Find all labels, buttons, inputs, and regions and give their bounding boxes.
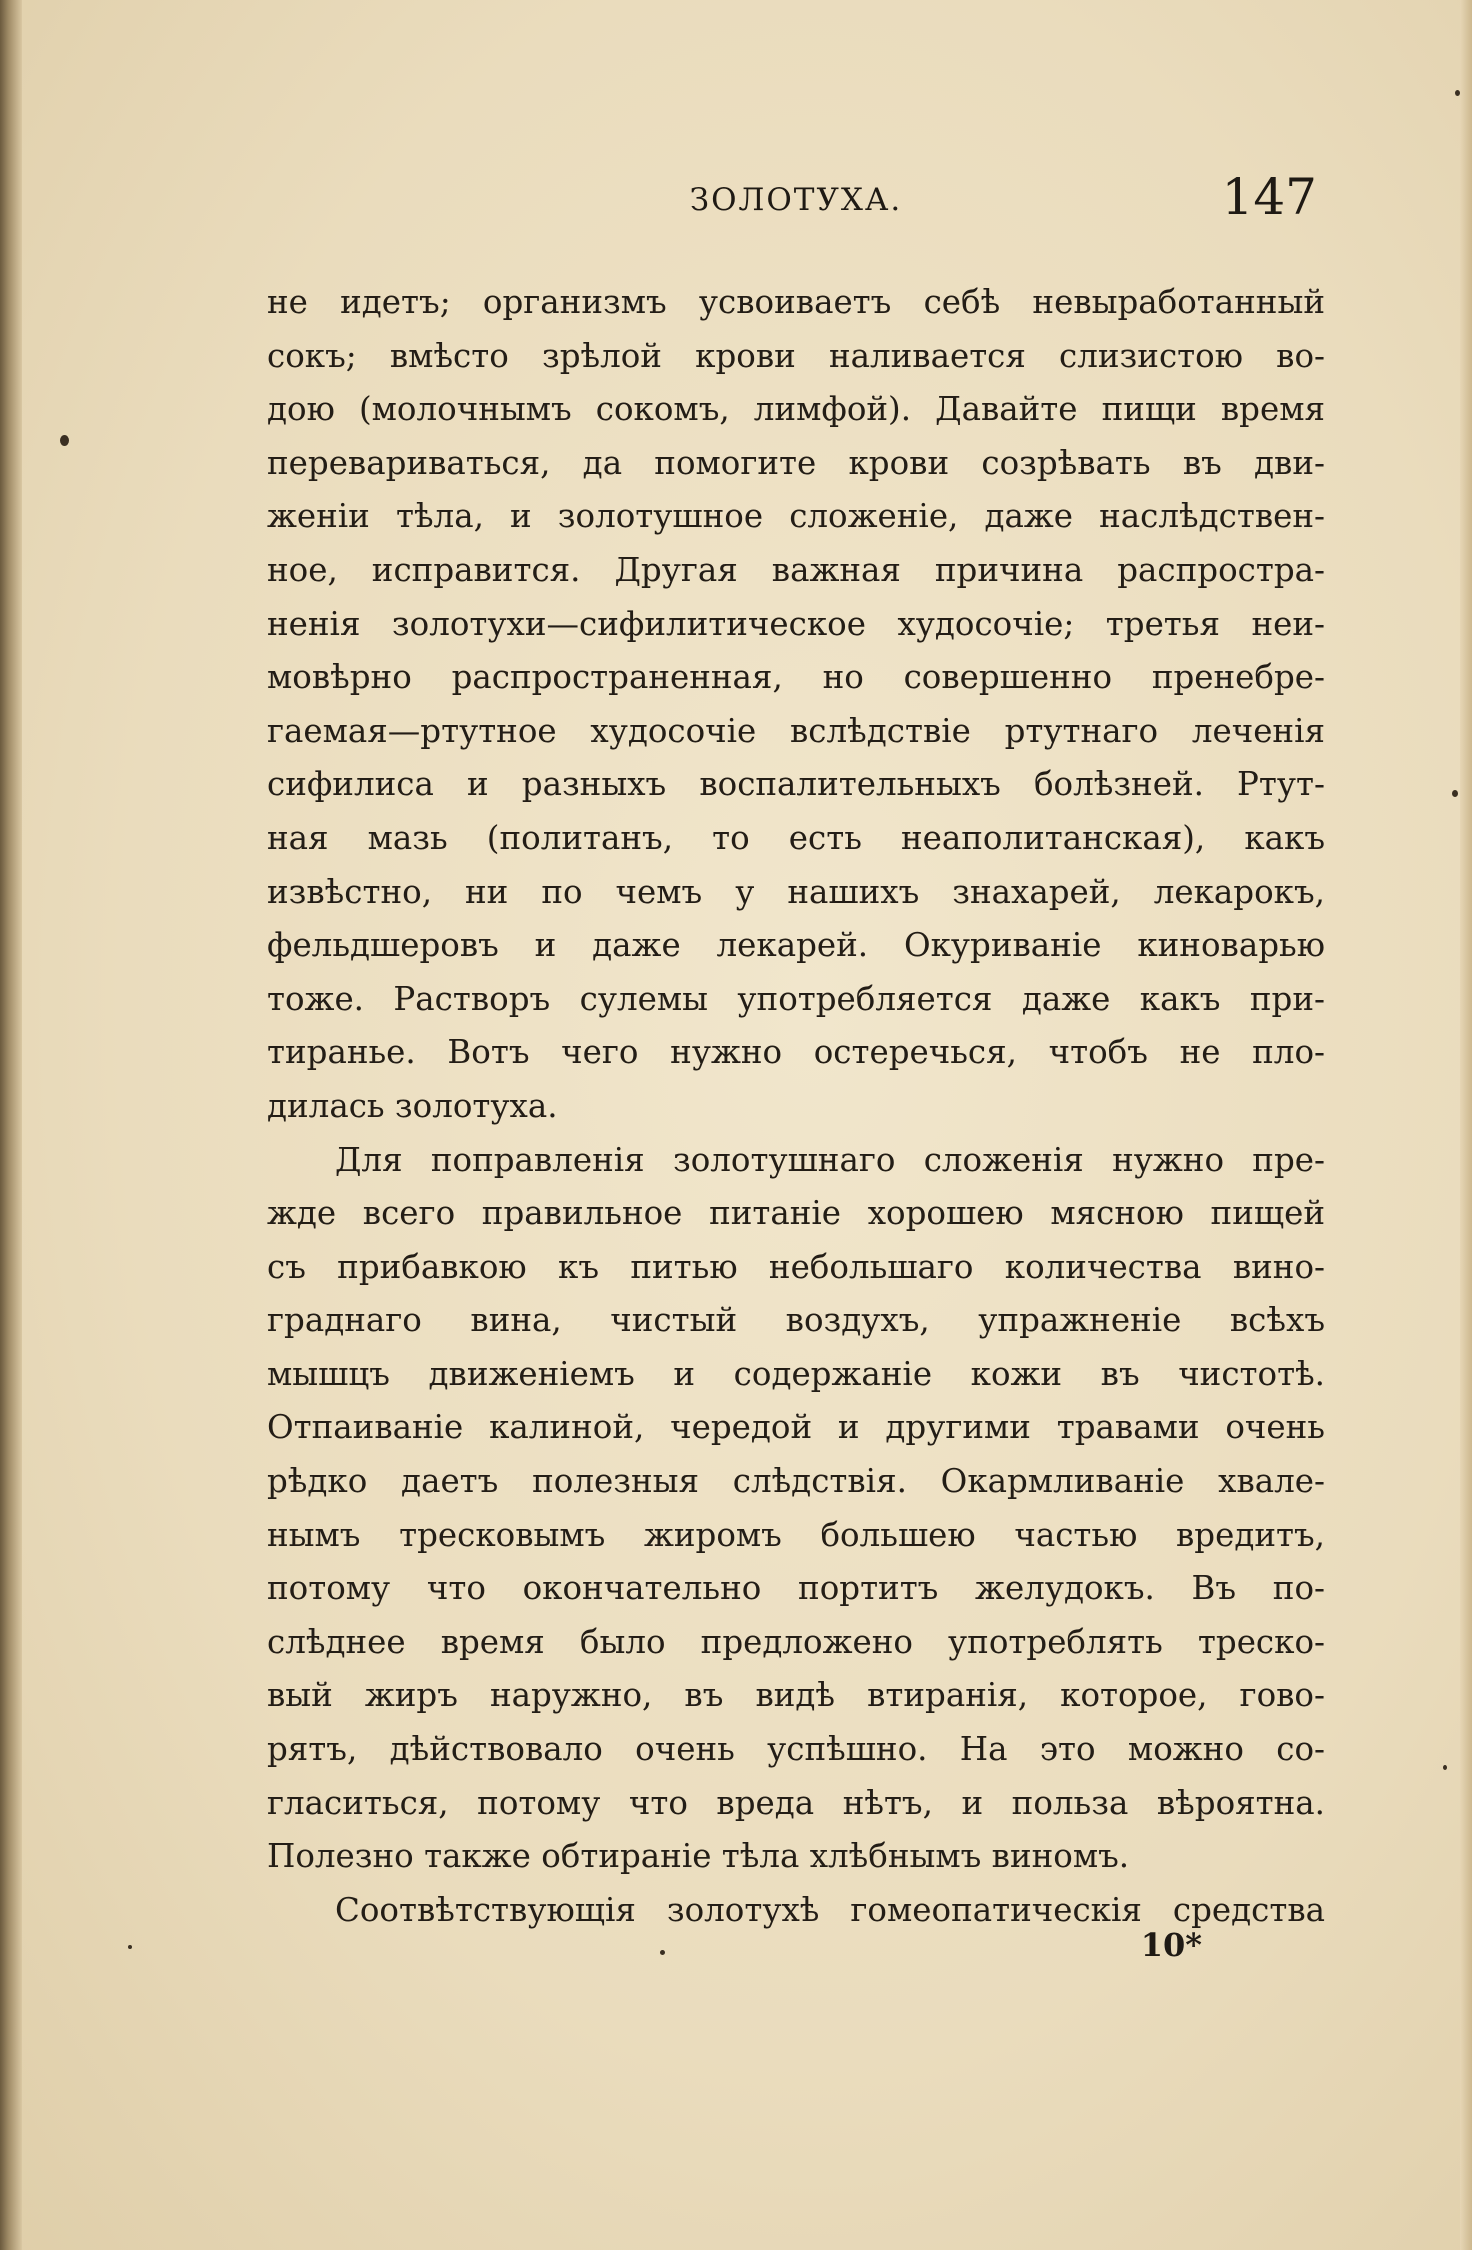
text-line: дилась золотуха. [267, 1086, 558, 1125]
text-line: рѣдко даетъ полезныя слѣдствія. Окармливаніе хвале- [267, 1462, 1325, 1501]
ink-speck [60, 435, 69, 446]
text-line: мовѣрно распространенная, но совершенно пренебре- [267, 658, 1325, 697]
text-line: съ прибавкою къ питью небольшаго количества вино- [267, 1247, 1325, 1286]
text-line: вый жиръ наружно, въ видѣ втиранія, которое, гово- [267, 1676, 1325, 1715]
page-gutter-shadow [0, 0, 22, 2250]
text-line: Отпаиваніе калиной, чередой и другими травами очень [267, 1408, 1325, 1447]
text-line: граднаго вина, чистый воздухъ, упражненіе всѣхъ [267, 1301, 1325, 1340]
text-line: фельдшеровъ и даже лекарей. Окуриваніе киноварью [267, 926, 1325, 965]
running-header [267, 168, 1325, 228]
ink-speck [660, 1950, 665, 1955]
paragraph [267, 276, 1325, 1134]
ink-speck [1455, 90, 1460, 96]
text-line: женіи тѣла, и золотушное сложеніе, даже наслѣдствен- [267, 497, 1325, 536]
running-title: ЗОЛОТУХА. [689, 182, 903, 218]
text-line: Для поправленія золотушнаго сложенія нужно пре- [335, 1140, 1325, 1179]
text-line: извѣстно, ни по чемъ у нашихъ знахарей, лекарокъ, [267, 872, 1325, 911]
text-line: жде всего правильное питаніе хорошею мясною пищей [267, 1194, 1325, 1233]
text-line: ненія золотухи—сифилитическое худосочіе; третья неи- [267, 604, 1325, 643]
text-line: сокъ; вмѣсто зрѣлой крови наливается слизистою во- [267, 336, 1325, 375]
text-line: слѣднее время было предложено употреблять треско- [267, 1622, 1325, 1661]
text-line: не идетъ; организмъ усвоиваетъ себѣ невыработанный [267, 283, 1325, 321]
text-line: Полезно также обтираніе тѣла хлѣбнымъ виномъ. [267, 1837, 1130, 1876]
text-line: ная мазь (политанъ, то есть неаполитанская), какъ [267, 818, 1325, 857]
page-number: 147 [1221, 168, 1317, 226]
page-edge [1460, 0, 1472, 2250]
text-line: рятъ, дѣйствовало очень успѣшно. На это можно со- [267, 1730, 1325, 1769]
signature-mark: 10* [1140, 1926, 1202, 1964]
ink-speck [128, 1945, 132, 1949]
text-line: нымъ тресковымъ жиромъ большею частью вредитъ, [267, 1515, 1325, 1554]
text-line: ное, исправится. Другая важная причина распростра- [267, 550, 1325, 589]
text-line: Соотвѣтствующія золотухѣ гомеопатическія средства [335, 1890, 1325, 1929]
text-line: гаемая—ртутное худосочіе вслѣдствіе ртутнаго леченія [267, 711, 1325, 750]
text-line: мышцъ движеніемъ и содержаніе кожи въ чистотѣ. [267, 1354, 1325, 1393]
ink-speck [1452, 790, 1458, 797]
body-text [267, 276, 1325, 1937]
text-line: потому что окончательно портитъ желудокъ. Въ по- [267, 1569, 1325, 1608]
text-line: дою (молочнымъ сокомъ, лимфой). Давайте пищи время [267, 390, 1325, 429]
text-line: сифилиса и разныхъ воспалительныхъ болѣзней. Ртут- [267, 765, 1325, 804]
text-line: тоже. Растворъ сулемы употребляется даже какъ при- [267, 979, 1325, 1018]
text-line: перевариваться, да помогите крови созрѣвать въ дви- [267, 443, 1325, 482]
text-line: тиранье. Вотъ чего нужно остеречься, чтобъ не пло- [267, 1033, 1325, 1072]
text-line: гласиться, потому что вреда нѣтъ, и польза вѣроятна. [267, 1783, 1325, 1822]
paragraph [267, 1134, 1325, 1884]
ink-speck [1443, 1765, 1447, 1770]
